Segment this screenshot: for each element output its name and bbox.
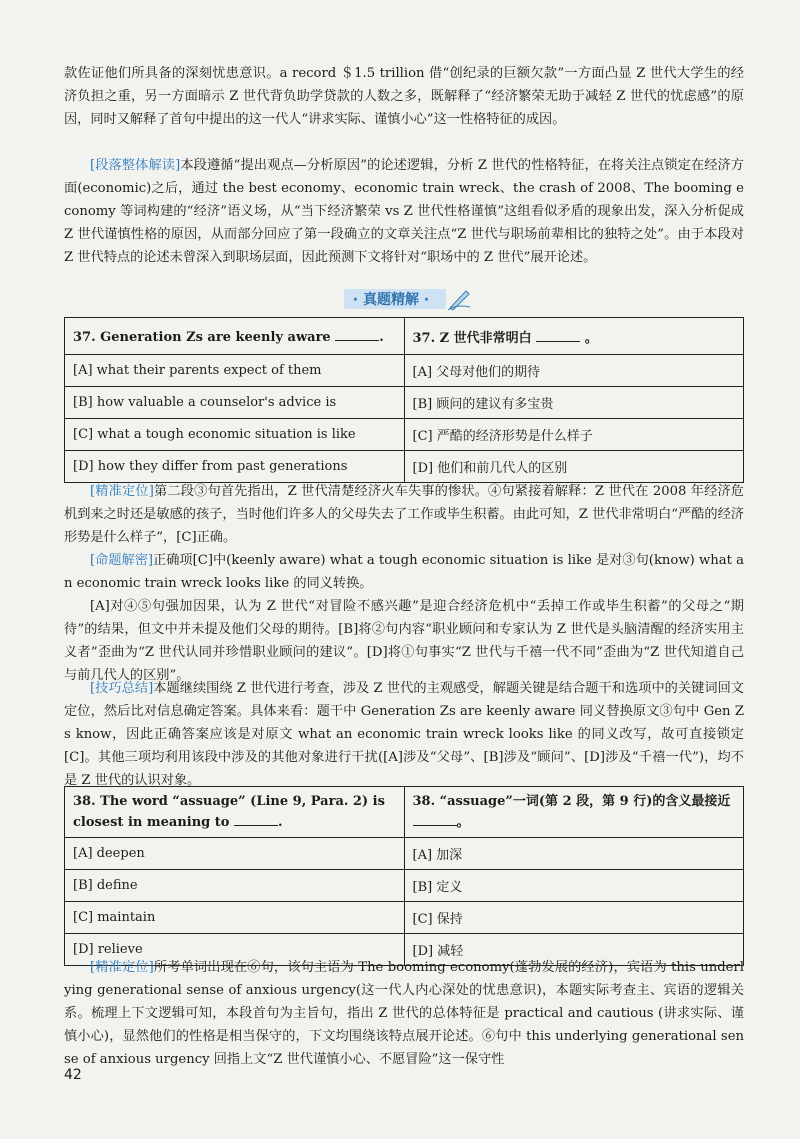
- option-row: [65, 419, 744, 451]
- option-cn: [B] 顾问的建议有多宝贵: [404, 387, 744, 419]
- question-37-stem-cn: 37. Z 世代非常明白 。: [404, 318, 744, 355]
- option-en: [D] relieve: [65, 934, 405, 966]
- option-en: [C] what a tough economic situation is like: [65, 419, 405, 451]
- pen-icon: [446, 287, 472, 315]
- section-banner: [326, 286, 476, 312]
- paragraph-distractors: [A]对④⑤句强加因果，认为 Z 世代“对冒险不感兴趣”是迎合经济危机中“丢掉工作或毕生积蓄”的父母之“期待”的结果，但文中并未提及他们父母的期待。[B]将②句内容“职业顾问和专家认为 Z 世代是头脑清醒的经济实用主义者”歪曲为“Z 世代认同并珍惜职业顾问的建议”。[D]将①句事实“Z 世代与千禧一代不同”歪曲为“Z 世代知道自己与前几代人的区别”。: [64, 599, 744, 683]
- option-row: [65, 451, 744, 483]
- question-37-table: [64, 317, 744, 483]
- section-tag: [精准定位]: [90, 484, 154, 499]
- option-cn: [B] 定义: [404, 870, 744, 902]
- paragraph-proposition: [64, 549, 744, 595]
- paragraph-overall-analysis: [64, 154, 744, 269]
- option-row: [65, 838, 744, 870]
- option-cn: [A] 加深: [404, 838, 744, 870]
- question-38-table: [64, 786, 744, 966]
- paragraph-text: 所考单词出现在⑥句，该句主语为 The booming economy(蓬勃发展的经济)，宾语为 this underlying generational sense of anxious urgency(这一代人内心深处的忧患意识)，本题实际考查主、宾语的逻辑关系。梳理上下文逻辑可知，本段首句为主旨句，指出 Z 世代的总体特征是 practical and cautious (讲求实际、谨慎小心)，显然他们的性格是相当保守的，下文均围绕该特点展开论述。⑥句中 this underlying generational sense of anxious urgency 回指上文“Z 世代谨慎小心、不愿冒险”这一保守性: [64, 960, 744, 1067]
- paragraph-text: 本段遵循“提出观点—分析原因”的论述逻辑，分析 Z 世代的性格特征，在将关注点锁定在经济方面(economic)之后，通过 the best economy、economic train wreck、the crash of 2008、The booming economy 等词构建的“经济”语义场，从“当下经济繁荣 vs Z 世代性格谨慎”这组看似矛盾的现象出发，深入分析促成 Z 世代谨慎性格的原因，从而部分回应了第一段确立的文章关注点“Z 世代与职场前辈相比的独特之处”。由于本段对 Z 世代特点的论述未曾深入到职场层面，因此预测下文将针对“职场中的 Z 世代”展开论述。: [64, 158, 744, 265]
- option-row: [65, 902, 744, 934]
- option-cn: [A] 父母对他们的期待: [404, 355, 744, 387]
- option-row: [65, 355, 744, 387]
- page-number: 42: [64, 1067, 82, 1083]
- option-en: [A] deepen: [65, 838, 405, 870]
- option-en: [B] define: [65, 870, 405, 902]
- option-en: [A] what their parents expect of them: [65, 355, 405, 387]
- option-en: [B] how valuable a counselor's advice is: [65, 387, 405, 419]
- paragraph-text: 本题继续围绕 Z 世代进行考查，涉及 Z 世代的主观感受，解题关键是结合题干和选项中的关键词回文定位，然后比对信息确定答案。具体来看：题干中 Generation Zs are keenly aware 同义替换原文③句中 Gen Zs know，因此正确答案应该是对原文 what an economic train wreck looks like 的同义改写，故可直接锁定[C]。其他三项均利用该段中涉及的其他对象进行干扰([A]涉及“父母”、[B]涉及“顾问”、[D]涉及“千禧一代”)，均不是 Z 世代的认识对象。: [64, 681, 744, 788]
- paragraph-text: 正确项[C]中(keenly aware) what a tough economic situation is like 是对③句(know) what an economic train wreck looks like 的同义转换。: [64, 553, 744, 591]
- banner-title: · 真题精解 ·: [352, 292, 430, 308]
- option-row: [65, 387, 744, 419]
- section-tag: [技巧总结]: [90, 681, 154, 696]
- section-tag: [精准定位]: [90, 960, 154, 975]
- paragraph-precise-location-38: [64, 956, 744, 1071]
- option-cn: [C] 保持: [404, 902, 744, 934]
- paragraph-intro: 款佐证他们所具备的深刻忧患意识。a record ＄1.5 trillion 借“创纪录的巨额欠款”一方面凸显 Z 世代大学生的经济负担之重，另一方面暗示 Z 世代背负助学贷款的人数之多，既解释了“经济繁荣无助于减轻 Z 世代的忧虑感”的原因，同时又解释了首句中提出的这一代人“讲求实际、谨慎小心”这一性格特征的成因。: [64, 66, 744, 127]
- paragraph-text: 第二段③句首先指出，Z 世代清楚经济火车失事的惨状。④句紧接着解释：Z 世代在 2008 年经济危机到来之时还是敏感的孩子，当时他们许多人的父母失去了工作或毕生积蓄。由此可知，Z 世代非常明白“严酷的经济形势是什么样子”，[C]正确。: [64, 484, 744, 545]
- option-en: [D] how they differ from past generations: [65, 451, 405, 483]
- option-cn: [C] 严酷的经济形势是什么样子: [404, 419, 744, 451]
- question-38-stem-cn: 38. “assuage”一词(第 2 段，第 9 行)的含义最接近。: [404, 787, 744, 838]
- option-cn: [D] 减轻: [404, 934, 744, 966]
- question-37-stem-en: 37. Generation Zs are keenly aware .: [65, 318, 405, 355]
- option-en: [C] maintain: [65, 902, 405, 934]
- section-tag: [命题解密]: [90, 553, 154, 568]
- paragraph-precise-location: [64, 480, 744, 549]
- question-38-stem-en: 38. The word “assuage” (Line 9, Para. 2) is closest in meaning to .: [65, 787, 405, 838]
- paragraph-skills-summary: [64, 677, 744, 792]
- section-tag: [段落整体解读]: [90, 158, 181, 173]
- option-row: [65, 870, 744, 902]
- option-cn: [D] 他们和前几代人的区别: [404, 451, 744, 483]
